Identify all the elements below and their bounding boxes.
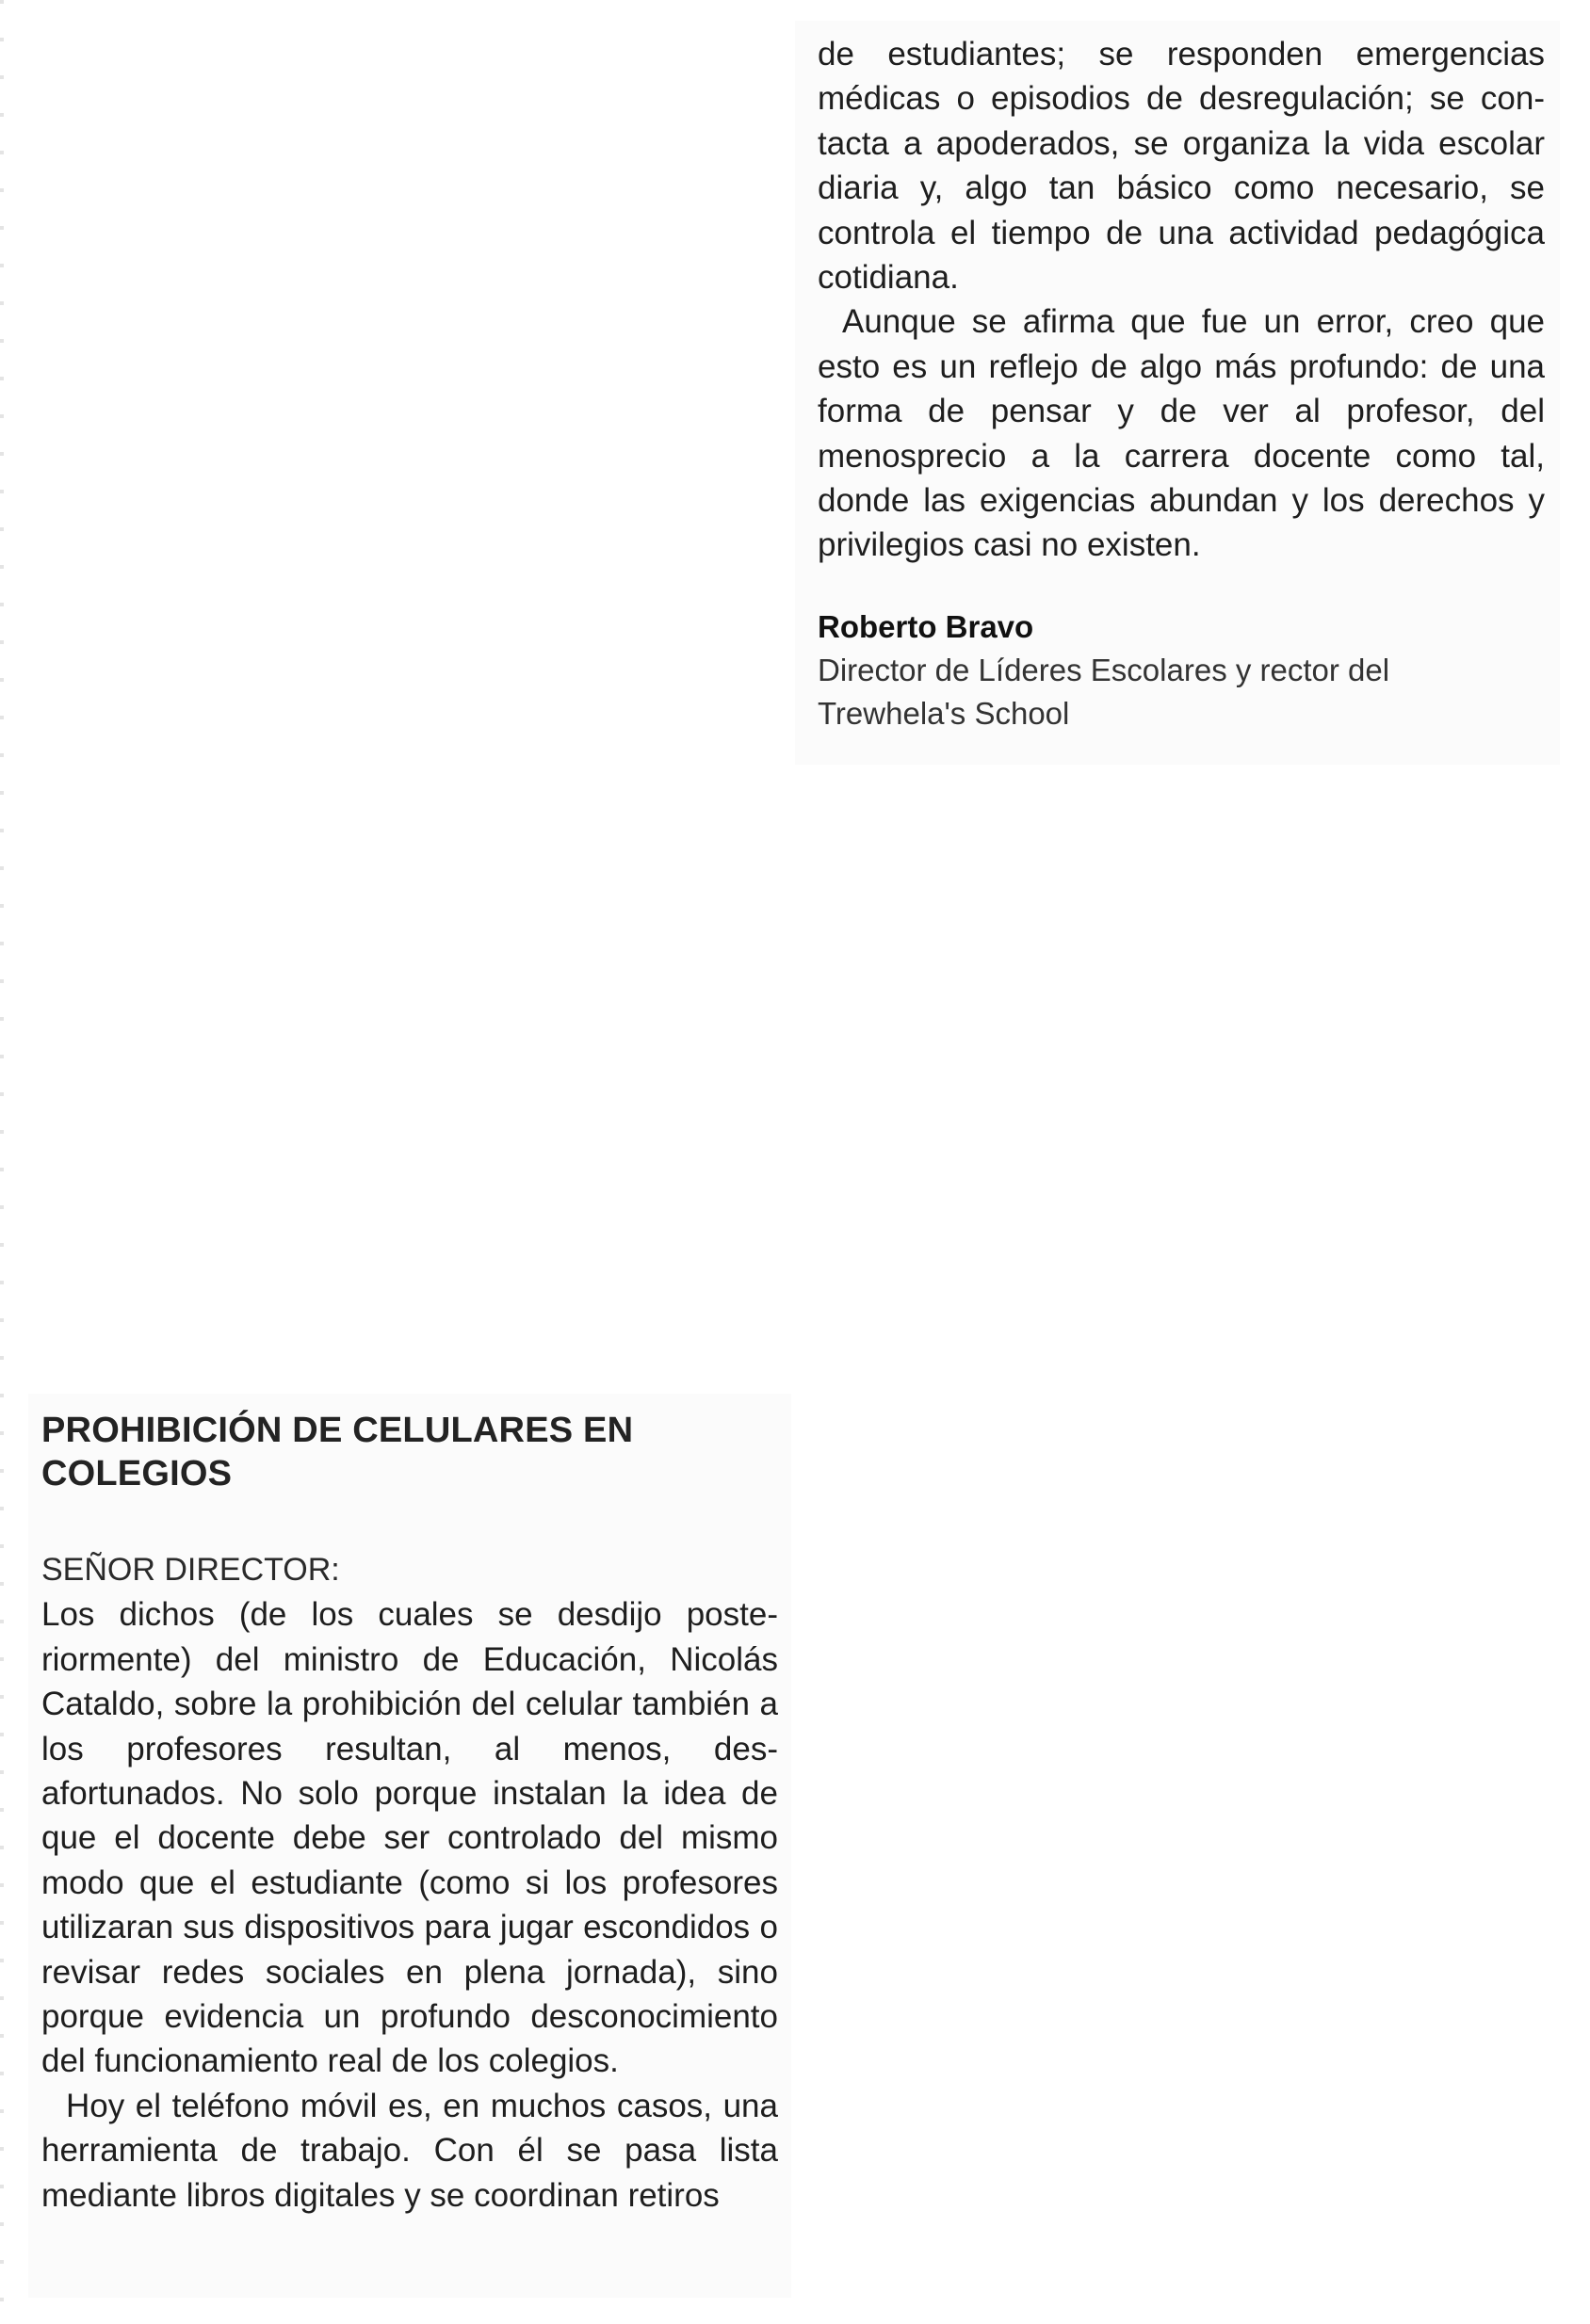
letter-salutation: SEÑOR DIRECTOR: xyxy=(41,1552,340,1588)
letter-paragraph: Los dichos (de los cuales se desdijo posteriormente) del ministro de Educación, Nicolás Cataldo, sobre la prohibición del celular también a los profesores resultan, al menos, desafortunados. No solo porque instalan la idea de que el docente debe ser controlado del mismo modo que el estudiante (como si los profesores utilizaran sus dispositivos para jugar escondidos o revisar redes sociales en plena jornada), sino porque evidencia un profundo desconocimiento del funcionamiento real de los colegios. xyxy=(41,1596,778,2080)
letter-continuation-column xyxy=(795,21,1560,765)
letter-paragraph: Aunque se afirma que fue un error, creo que esto es un reflejo de algo más profundo: de una forma de pensar y de ver al profesor, del menosprecio a la carrera docente como tal, donde las exigencias abundan y los derechos y privilegios casi no existen. xyxy=(818,303,1545,564)
author-role: Director de Líderes Escolares y rector del Trewhela's School xyxy=(818,652,1390,731)
letter-paragraph: de estudiantes; se responden emergencias médicas o episodios de desregulación; se contacta a apoderados, se organiza la vida escolar diaria y, algo tan básico como necesario, se controla el tiempo de una actividad pedagógica cotidiana. xyxy=(818,36,1545,297)
letter-signature xyxy=(818,605,1545,735)
page-edge-marks xyxy=(0,0,4,2324)
letter-column xyxy=(28,1394,791,2298)
author-name: Roberto Bravo xyxy=(818,608,1034,644)
letter-paragraph: Hoy el teléfono móvil es, en muchos casos, una herramienta de trabajo. Con él se pasa lista mediante libros digitales y se coordinan retiros xyxy=(41,2087,778,2214)
letter-headline: PROHIBICIÓN DE CELULARES EN COLEGIOS xyxy=(41,1411,634,1493)
